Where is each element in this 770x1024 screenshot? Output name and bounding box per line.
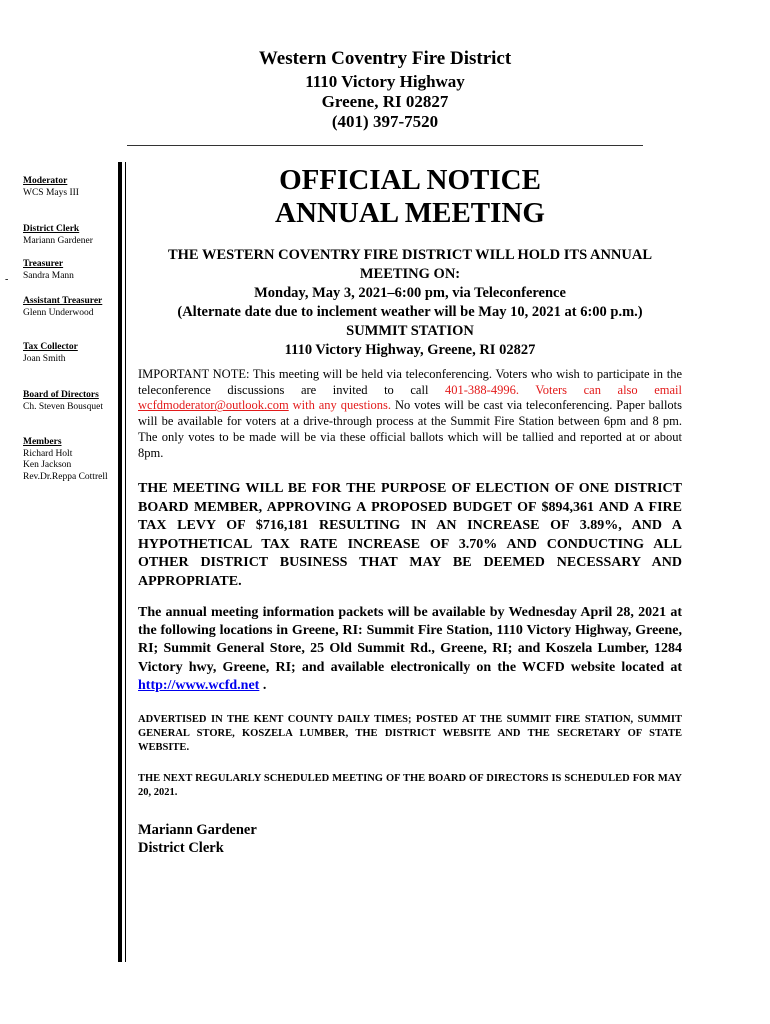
officer-name: Sandra Mann: [23, 270, 74, 281]
intro-alternate-date: (Alternate date due to inclement weather will be May 10, 2021 at 6:00 p.m.): [177, 304, 643, 320]
district-city: Greene, RI 02827: [321, 92, 449, 111]
officer-title: Treasurer: [23, 259, 64, 269]
district-address: 1110 Victory Highway: [305, 72, 465, 91]
sidebar-divider: [118, 162, 122, 962]
margin-mark: -: [5, 274, 9, 285]
officer-tax-collector: [23, 342, 118, 365]
officer-district-clerk: [23, 224, 118, 247]
next-meeting-notice: THE NEXT REGULARLY SCHEDULED MEETING OF THE BOARD OF DIRECTORS IS SCHEDULED FOR MAY 20, 2021.: [138, 773, 682, 798]
notice-subtitle: ANNUAL MEETING: [275, 197, 545, 229]
officer-members: [23, 437, 118, 483]
info-packets: [138, 604, 682, 695]
note-phone: 401-388-4996. Voters can also email: [445, 382, 683, 397]
signature-title: District Clerk: [138, 840, 224, 856]
packets-text: The annual meeting information packets will be available by Wednesday April 28, 2021 at the following locations in Greene, RI: Summit Fire Station, 1110 Victory Highway, Greene, RI; Summit General Store, 25 Old Summit Rd., Greene, RI; and Koszela Lumber, 1284 Victory hwy, Greene, RI; and available electronically on the WCFD website located at: [138, 605, 682, 675]
note-email-suffix: with any questions.: [288, 398, 392, 413]
packets-end: .: [259, 677, 267, 693]
signature-name: Mariann Gardener: [138, 822, 257, 838]
sidebar-divider-thin: [125, 162, 126, 962]
signature-block: [138, 821, 257, 857]
officer-name: Mariann Gardener: [23, 235, 93, 246]
note-email-link[interactable]: wcfdmoderator@outlook.com: [138, 398, 289, 413]
advertised-notice: ADVERTISED IN THE KENT COUNTY DAILY TIMES; POSTED AT THE SUMMIT FIRE STATION, SUMMIT GENERAL STORE, KOSZELA LUMBER, THE DISTRICT WEBSITE AND THE SECRETARY OF STATE WEBSITE.: [138, 714, 682, 753]
officer-title: Members: [23, 437, 62, 447]
officer-treasurer: [23, 259, 118, 282]
meeting-purpose: THE MEETING WILL BE FOR THE PURPOSE OF ELECTION OF ONE DISTRICT BOARD MEMBER, APPROVING A PROPOSED BUDGET OF $894,361 AND A FIRE TAX LEVY OF $716,181 RESULTING IN AN INCREASE OF 3.89%, AND A HYPOTHETICAL TAX RATE INCREASE OF 3.70% AND CONDUCTING ALL OTHER DISTRICT BUSINESS THAT MAY BE DEEMED NECESSARY AND APPROPRIATE.: [138, 481, 682, 589]
note-text-rest: No votes will be cast via teleconferencing. Paper ballots will be available for voters at a drive-through process at the Summit Fire Station between 6pm and 8 pm. The only votes to be made will be via these official ballots which will be tallied and reported at or about 8pm.: [138, 398, 683, 460]
officer-title: Board of Directors: [23, 390, 99, 400]
intro-line: THE WESTERN COVENTRY FIRE DISTRICT WILL HOLD ITS ANNUAL MEETING ON:: [167, 247, 653, 282]
notice-title: OFFICIAL NOTICE: [279, 164, 541, 196]
officer-board-of-directors: [23, 390, 118, 413]
officer-name: WCS Mays III: [23, 187, 79, 198]
officer-assistant-treasurer: [23, 296, 118, 319]
intro-address: 1110 Victory Highway, Greene, RI 02827: [284, 342, 536, 358]
officer-name: Ken Jackson: [23, 460, 72, 470]
officer-name: Richard Holt: [23, 448, 73, 459]
district-name: Western Coventry Fire District: [258, 48, 512, 69]
officer-title: Tax Collector: [23, 342, 78, 352]
district-phone: (401) 397-7520: [331, 112, 439, 131]
header-rule: [127, 145, 643, 146]
officer-moderator: [23, 176, 118, 199]
note-text: IMPORTANT NOTE: This meeting will be held via teleconferencing. Voters who wish to participate in the teleconference discussions are invited to call: [138, 367, 682, 397]
officer-title: District Clerk: [23, 224, 80, 234]
meeting-intro: [140, 246, 680, 360]
officer-name: Joan Smith: [23, 353, 66, 364]
officer-name: Rev.Dr.Reppa Cottrell: [23, 471, 108, 482]
intro-date: Monday, May 3, 2021–6:00 pm, via Teleconference: [254, 285, 566, 301]
important-note: [138, 367, 682, 461]
intro-location: SUMMIT STATION: [346, 323, 474, 339]
officer-title: Assistant Treasurer: [23, 296, 103, 306]
officer-title: Moderator: [23, 176, 68, 186]
officer-name: Glenn Underwood: [23, 307, 94, 318]
website-link[interactable]: http://www.wcfd.net: [138, 677, 260, 693]
officer-name: Ch. Steven Bousquet: [23, 401, 103, 412]
